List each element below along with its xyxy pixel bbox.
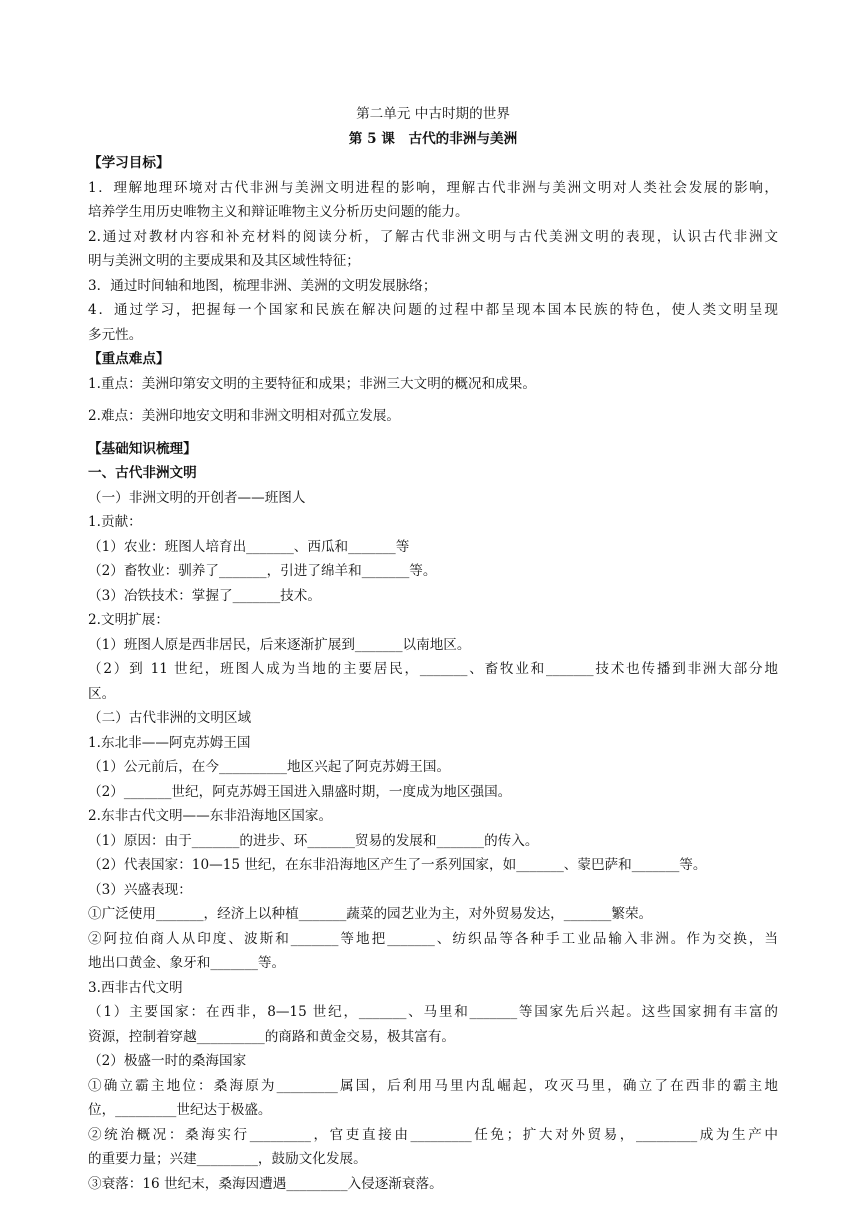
key-point-1: 1.重点：美洲印第安文明的主要特征和成果；非洲三大文明的概况和成果。	[88, 375, 536, 392]
expansion-2-line-1: （2）到 11 世纪，班图人成为当地的主要居民，_______、畜牧业和_______技术也传播到非洲大部分地	[88, 661, 778, 677]
west-1-line-2: 资源，控制着穿越__________的商路和黄金交易，极其富有。	[88, 1028, 456, 1045]
expansion-heading: 2.文明扩展：	[88, 612, 169, 628]
west-2a-line-1: ①确立霸主地位：桑海原为_________属国，后利用马里内乱崛起，攻灭马里，确立了在西非的霸主地	[88, 1077, 778, 1094]
subsection-bantu: （一）非洲文明的开创者——班图人	[88, 489, 306, 506]
objective-4-line-2: 多元性。	[88, 326, 143, 343]
worksheet-page	[88, 102, 778, 1196]
objective-2-line-2: 明与美洲文明的主要成果和及其区域性特征；	[88, 253, 360, 269]
section-africa-heading: 一、古代非洲文明	[88, 465, 197, 481]
northeast-2: （2）_______世纪，阿克苏姆王国进入鼎盛时期，一度成为地区强国。	[88, 783, 512, 800]
east-3a: ①广泛使用_______，经济上以种植_______蔬菜的园艺业为主，对外贸易发达，_______繁荣。	[88, 906, 653, 922]
objectives-heading: 【学习目标】	[88, 155, 170, 171]
contribution-iron: （3）冶铁技术：掌握了_______技术。	[88, 587, 321, 604]
west-2: （2）极盛一时的桑海国家	[88, 1053, 247, 1069]
contribution-heading: 1.贡献：	[88, 514, 142, 530]
east-2: （2）代表国家：10—15 世纪，在东非沿海地区产生了一系列国家，如_______、蒙巴萨和_______等。	[88, 857, 707, 873]
east-3: （3）兴盛表现：	[88, 881, 192, 898]
objective-3: 3．通过时间轴和地图，梳理非洲、美洲的文明发展脉络；	[88, 277, 437, 294]
subsection-regions: （二）古代非洲的文明区域	[88, 710, 252, 726]
west-2a-line-2: 位，_________世纪达于极盛。	[88, 1102, 272, 1118]
west-2b-line-2: 的重要力量；兴建_________，鼓励文化发展。	[88, 1151, 367, 1167]
east-1: （1）原因：由于_______的进步、环_______贸易的发展和_______的传入。	[88, 832, 539, 849]
contribution-husbandry: （2）畜牧业：驯养了_______，引进了绵羊和_______等。	[88, 563, 437, 579]
east-3b-line-1: ②阿拉伯商人从印度、波斯和_______等地把_______、纺织品等各种手工业品输入非洲。作为交换，当	[88, 930, 778, 947]
key-points-heading: 【重点难点】	[88, 351, 170, 367]
west-heading: 3.西非古代文明	[88, 979, 183, 996]
contribution-agriculture: （1）农业：班图人培育出_______、西瓜和_______等	[88, 538, 410, 555]
west-1-line-1: （1）主要国家：在西非，8—15 世纪，_______、马里和_______等国家先后兴起。这些国家拥有丰富的	[88, 1004, 778, 1020]
east-3b-line-2: 地出口黄金、象牙和_______等。	[88, 955, 286, 971]
west-2c: ③衰落：16 世纪末，桑海因遭遇_________入侵逐渐衰落。	[88, 1175, 443, 1192]
objective-2-line-1: 2.通过对教材内容和补充材料的阅读分析，了解古代非洲文明与古代美洲文明的表现，认识古代非洲文	[88, 228, 778, 245]
expansion-1: （1）班图人原是西非居民，后来逐渐扩展到_______以南地区。	[88, 636, 471, 653]
objective-4-line-1: 4．通过学习，把握每一个国家和民族在解决问题的过程中都呈现本国本民族的特色，使人类文明呈现	[88, 302, 778, 318]
expansion-2-line-2: 区。	[88, 685, 116, 702]
unit-title: 第二单元 中古时期的世界	[356, 106, 510, 122]
west-2b-line-1: ②统治概况：桑海实行_________，官吏直接由_________任免；扩大对外贸易，_________成为生产中	[88, 1126, 778, 1143]
northeast-1: （1）公元前后，在今__________地区兴起了阿克苏姆王国。	[88, 759, 451, 775]
lesson-title: 第 5 课 古代的非洲与美洲	[348, 130, 518, 147]
key-point-2: 2.难点：美洲印地安文明和非洲文明相对孤立发展。	[88, 408, 401, 424]
review-heading: 【基础知识梳理】	[88, 440, 197, 457]
objective-1-line-1: 1．理解地理环境对古代非洲与美洲文明进程的影响，理解古代非洲与美洲文明对人类社会发展的影响，	[88, 179, 778, 196]
objective-1-line-2: 培养学生用历史唯物主义和辩证唯物主义分析历史问题的能力。	[88, 204, 469, 220]
northeast-heading: 1.东北非——阿克苏姆王国	[88, 734, 251, 751]
east-heading: 2.东非古代文明——东非沿海地区国家。	[88, 808, 333, 824]
